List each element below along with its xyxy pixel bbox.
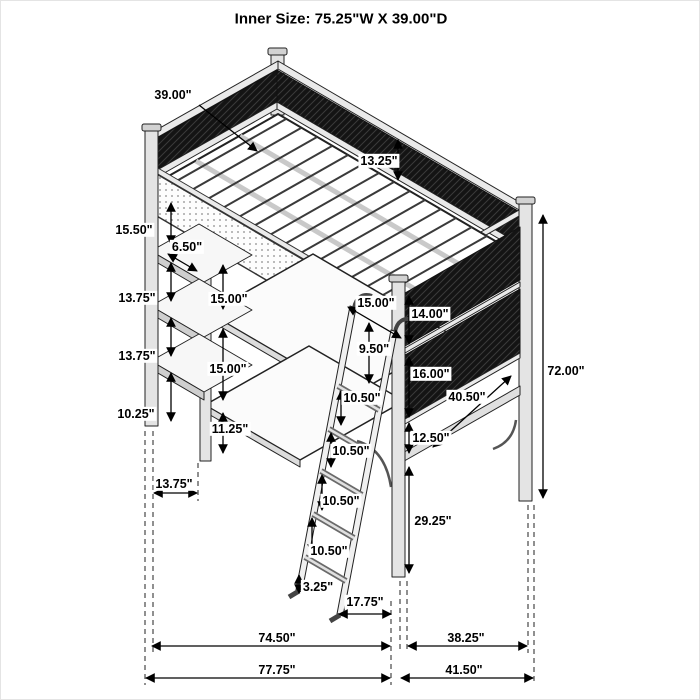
dim-rung-spacing-4: 10.50" <box>310 543 348 558</box>
dim-rung-spacing-2: 10.50" <box>332 443 370 458</box>
ladder-foot <box>330 615 340 621</box>
left-post <box>142 124 161 426</box>
dim-shelf-floor-clearance: 11.25" <box>211 421 249 436</box>
end-shelf-bracket <box>493 420 516 449</box>
dim-inner-width: 74.50" <box>258 630 296 645</box>
bed-structure <box>142 48 535 621</box>
dim-guardrail-height: 13.25" <box>360 153 398 168</box>
dim-end-inner-depth: 38.25" <box>447 630 485 645</box>
dim-shelf-gap-top: 15.50" <box>115 222 153 237</box>
dim-end-panel-upper: 14.00" <box>411 306 449 321</box>
dim-bed-inner-depth: 39.00" <box>154 87 192 102</box>
dim-rung-spacing-3: 10.50" <box>322 493 360 508</box>
dim-rung-spacing-1: 10.50" <box>343 390 381 405</box>
ladder-foot <box>289 591 299 597</box>
dim-shelf-gap-floor: 10.25" <box>117 406 155 421</box>
dim-ladder-foot-offset: 17.75" <box>346 594 384 609</box>
dim-overall-width: 77.75" <box>258 662 296 677</box>
dim-desk-clearance-upper: 15.00" <box>210 291 248 306</box>
dim-shelf-unit-width: 13.75" <box>155 476 193 491</box>
dim-overall-height: 72.00" <box>547 363 585 378</box>
diagram-title: Inner Size: 75.25"W X 39.00"D <box>234 10 448 28</box>
dim-end-shelf-gap: 12.50" <box>412 430 450 445</box>
dim-end-panel-lower: 16.00" <box>412 366 450 381</box>
dim-ladder-hook-span: 15.00" <box>357 295 395 310</box>
dim-shelf-inset: 6.50" <box>171 239 203 254</box>
dim-end-shelf-length: 40.50" <box>448 389 486 404</box>
dim-top-rung-offset: 9.50" <box>358 341 390 356</box>
dim-shelf-gap-upper: 13.75" <box>118 290 156 305</box>
dim-end-shelf-floor-clearance: 29.25" <box>414 513 452 528</box>
dim-overall-depth: 41.50" <box>445 662 483 677</box>
dim-ladder-foot-height: 3.25" <box>302 579 334 594</box>
dim-desk-clearance-lower: 15.00" <box>209 361 247 376</box>
dim-shelf-gap-lower: 13.75" <box>118 348 156 363</box>
